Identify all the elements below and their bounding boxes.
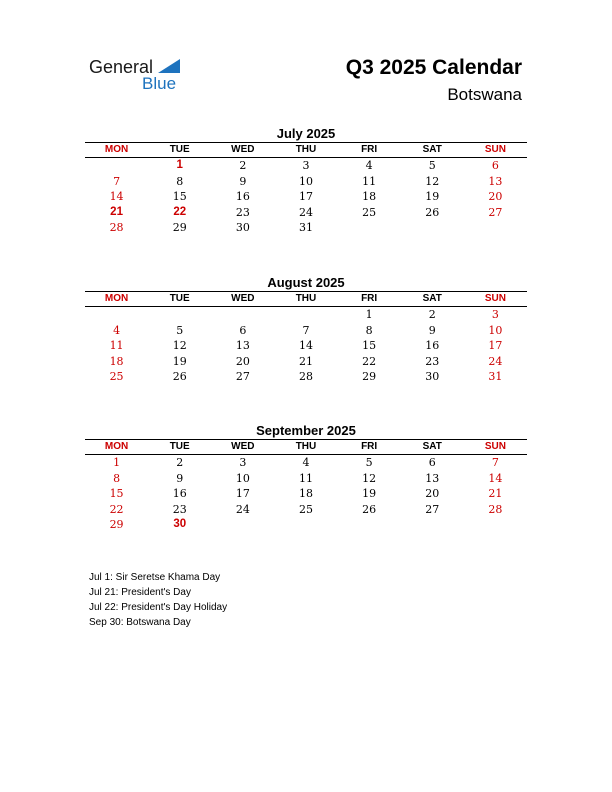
day-cell: 2 bbox=[239, 159, 247, 172]
weekday-header-row bbox=[85, 439, 527, 455]
day-cell: 21 bbox=[110, 205, 123, 218]
day-cell: 7 bbox=[491, 456, 499, 469]
weekday-header: FRI bbox=[361, 144, 378, 155]
weekday-header: TUE bbox=[169, 293, 190, 304]
week-row bbox=[85, 307, 527, 323]
day-cell: 28 bbox=[109, 221, 124, 235]
week-row bbox=[85, 486, 527, 502]
weekday-header: THU bbox=[295, 293, 317, 304]
day-cell: 23 bbox=[172, 502, 187, 516]
week-row bbox=[85, 158, 527, 174]
day-cell bbox=[338, 517, 401, 533]
month-name: July 2025 bbox=[276, 126, 336, 141]
day-cell: 6 bbox=[428, 456, 436, 469]
weekday-header: FRI bbox=[361, 441, 378, 452]
day-cell: 12 bbox=[425, 174, 440, 188]
day-cell: 15 bbox=[362, 339, 377, 353]
day-cell: 15 bbox=[109, 487, 124, 501]
day-cell: 27 bbox=[425, 502, 440, 516]
day-cell: 18 bbox=[298, 487, 313, 501]
day-cell: 3 bbox=[239, 456, 247, 469]
day-cell: 19 bbox=[362, 487, 377, 501]
day-cell: 19 bbox=[425, 190, 440, 204]
day-cell: 4 bbox=[302, 456, 310, 469]
day-cell: 4 bbox=[365, 159, 373, 172]
day-cell: 2 bbox=[428, 308, 436, 321]
month-block bbox=[85, 274, 527, 385]
day-cell: 30 bbox=[235, 221, 250, 235]
day-cell: 24 bbox=[488, 354, 503, 368]
week-row bbox=[85, 338, 527, 354]
day-cell: 14 bbox=[109, 190, 124, 204]
day-cell: 5 bbox=[176, 323, 184, 337]
day-cell: 11 bbox=[109, 339, 124, 353]
day-cell: 21 bbox=[298, 354, 313, 368]
day-cell: 20 bbox=[488, 190, 503, 204]
weekday-header: MON bbox=[104, 144, 129, 155]
day-cell: 18 bbox=[362, 190, 377, 204]
day-cell: 29 bbox=[172, 221, 187, 235]
day-cell: 28 bbox=[298, 370, 313, 384]
day-cell: 22 bbox=[109, 502, 124, 516]
day-cell: 1 bbox=[113, 456, 121, 469]
weekday-header: THU bbox=[295, 144, 317, 155]
week-row bbox=[85, 471, 527, 487]
week-row bbox=[85, 369, 527, 385]
weekday-header-row bbox=[85, 142, 527, 158]
weekday-header: WED bbox=[231, 441, 255, 452]
day-cell bbox=[464, 220, 527, 236]
day-cell bbox=[464, 517, 527, 533]
day-cell: 22 bbox=[362, 354, 377, 368]
weekday-header: WED bbox=[231, 144, 255, 155]
weekday-header-row bbox=[85, 291, 527, 307]
day-cell bbox=[274, 307, 337, 323]
month-block bbox=[85, 422, 527, 533]
weekday-header: SUN bbox=[484, 293, 506, 304]
day-cell: 28 bbox=[488, 502, 503, 516]
day-cell: 7 bbox=[113, 174, 121, 188]
day-cell bbox=[274, 517, 337, 533]
day-cell: 16 bbox=[425, 339, 440, 353]
weekday-header: THU bbox=[295, 441, 317, 452]
day-cell: 30 bbox=[425, 370, 440, 384]
day-cell: 23 bbox=[425, 354, 440, 368]
day-cell: 26 bbox=[172, 370, 187, 384]
day-cell: 20 bbox=[235, 354, 250, 368]
day-cell: 15 bbox=[172, 190, 187, 204]
day-cell: 10 bbox=[298, 174, 313, 188]
day-cell: 5 bbox=[428, 159, 436, 172]
holiday-note: Jul 22: President's Day Holiday bbox=[89, 602, 228, 613]
day-cell: 22 bbox=[173, 205, 187, 218]
day-cell: 30 bbox=[173, 518, 187, 531]
holiday-notes bbox=[89, 570, 227, 630]
day-cell: 31 bbox=[488, 370, 503, 384]
day-cell: 6 bbox=[239, 323, 247, 337]
day-cell: 29 bbox=[362, 370, 377, 384]
month-name: August 2025 bbox=[267, 275, 345, 290]
day-cell: 4 bbox=[113, 323, 121, 337]
day-cell: 17 bbox=[235, 487, 250, 501]
day-cell: 8 bbox=[176, 174, 184, 188]
day-cell: 18 bbox=[109, 354, 124, 368]
month-name: September 2025 bbox=[256, 423, 356, 438]
week-row bbox=[85, 220, 527, 236]
day-cell bbox=[85, 307, 148, 323]
weekday-header: TUE bbox=[169, 144, 190, 155]
day-cell bbox=[85, 158, 148, 174]
day-cell: 3 bbox=[491, 308, 499, 321]
holiday-note: Jul 21: President's Day bbox=[89, 587, 191, 598]
weekday-header: TUE bbox=[169, 441, 190, 452]
day-cell: 1 bbox=[365, 308, 373, 321]
day-cell bbox=[148, 307, 211, 323]
day-cell: 9 bbox=[428, 323, 436, 337]
day-cell bbox=[338, 220, 401, 236]
weekday-header: SAT bbox=[422, 293, 442, 304]
day-cell: 25 bbox=[298, 502, 313, 516]
day-cell: 17 bbox=[298, 190, 313, 204]
holiday-note: Jul 1: Sir Seretse Khama Day bbox=[89, 572, 221, 583]
week-row bbox=[85, 502, 527, 518]
day-cell: 27 bbox=[235, 370, 250, 384]
day-cell: 20 bbox=[425, 487, 440, 501]
weekday-header: SUN bbox=[484, 144, 506, 155]
day-cell: 24 bbox=[235, 502, 250, 516]
week-row bbox=[85, 205, 527, 221]
day-cell: 3 bbox=[302, 159, 310, 172]
day-cell bbox=[211, 307, 274, 323]
day-cell: 7 bbox=[302, 323, 310, 337]
weekday-header: MON bbox=[104, 293, 129, 304]
day-cell bbox=[211, 517, 274, 533]
day-cell: 16 bbox=[172, 487, 187, 501]
day-cell: 9 bbox=[239, 174, 247, 188]
month-block bbox=[85, 125, 527, 236]
logo-triangle-icon bbox=[158, 59, 180, 73]
day-cell: 29 bbox=[109, 518, 124, 532]
week-row bbox=[85, 189, 527, 205]
day-cell: 12 bbox=[362, 471, 377, 485]
weekday-header: WED bbox=[231, 293, 255, 304]
day-cell: 6 bbox=[491, 159, 499, 172]
day-cell: 14 bbox=[298, 339, 313, 353]
day-cell: 11 bbox=[362, 174, 377, 188]
day-cell: 26 bbox=[362, 502, 377, 516]
day-cell: 5 bbox=[365, 456, 373, 469]
day-cell: 1 bbox=[176, 159, 183, 171]
day-cell: 9 bbox=[176, 471, 184, 485]
logo-text-general: General bbox=[89, 57, 154, 77]
country-name: Botswana bbox=[447, 85, 522, 104]
week-row bbox=[85, 174, 527, 190]
day-cell: 12 bbox=[172, 339, 187, 353]
day-cell: 23 bbox=[235, 205, 250, 219]
day-cell: 2 bbox=[176, 456, 184, 469]
weekday-header: SAT bbox=[422, 441, 442, 452]
day-cell bbox=[401, 517, 464, 533]
day-cell: 17 bbox=[488, 339, 503, 353]
day-cell: 27 bbox=[488, 205, 503, 219]
week-row bbox=[85, 354, 527, 370]
day-cell: 26 bbox=[425, 205, 440, 219]
weekday-header: FRI bbox=[361, 293, 378, 304]
day-cell bbox=[401, 220, 464, 236]
day-cell: 10 bbox=[488, 323, 503, 337]
day-cell: 31 bbox=[298, 221, 313, 235]
day-cell: 25 bbox=[362, 205, 377, 219]
day-cell: 19 bbox=[172, 354, 187, 368]
day-cell: 21 bbox=[488, 487, 503, 501]
day-cell: 10 bbox=[235, 471, 250, 485]
weekday-header: MON bbox=[104, 441, 129, 452]
day-cell: 8 bbox=[365, 323, 373, 337]
week-row bbox=[85, 323, 527, 339]
week-row bbox=[85, 517, 527, 533]
weekday-header: SAT bbox=[422, 144, 442, 155]
weekday-header: SUN bbox=[484, 441, 506, 452]
logo-text-blue: Blue bbox=[142, 74, 177, 93]
day-cell: 14 bbox=[488, 471, 503, 485]
day-cell: 13 bbox=[425, 471, 440, 485]
day-cell: 13 bbox=[235, 339, 250, 353]
day-cell: 24 bbox=[298, 205, 313, 219]
day-cell: 13 bbox=[488, 174, 503, 188]
page-title: Q3 2025 Calendar bbox=[345, 56, 522, 79]
day-cell: 8 bbox=[113, 471, 121, 485]
day-cell: 11 bbox=[298, 471, 313, 485]
week-row bbox=[85, 455, 527, 471]
holiday-note: Sep 30: Botswana Day bbox=[89, 617, 191, 628]
day-cell: 25 bbox=[109, 370, 124, 384]
day-cell: 16 bbox=[235, 190, 250, 204]
